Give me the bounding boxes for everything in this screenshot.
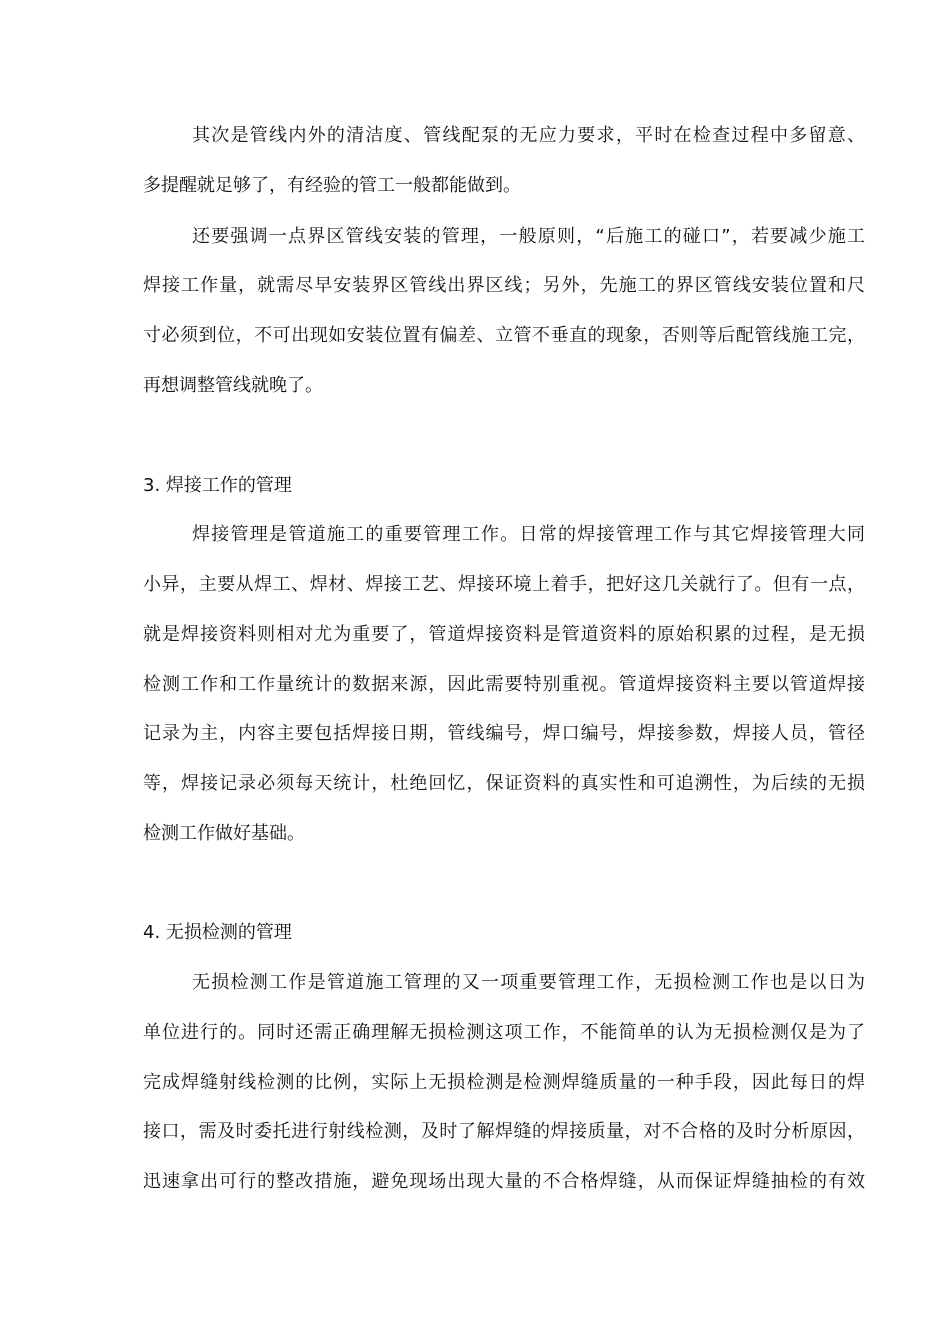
paragraph-line: 迅速拿出可行的整改措施，避免现场出现大量的不合格焊缝，从而保证焊缝抽检的有效 [143, 1171, 865, 1192]
paragraph-line: 寸必须到位，不可出现如安装位置有偏差、立管不垂直的现象，否则等后配管线施工完， [143, 325, 865, 346]
paragraph-line: 再想调整管线就晚了。 [143, 375, 323, 396]
paragraph-line: 多提醒就足够了，有经验的管工一般都能做到。 [143, 175, 521, 196]
paragraph-line: 焊接工作量，就需尽早安装界区管线出界区线；另外，先施工的界区管线安装位置和尺 [143, 275, 865, 296]
paragraph-line: 等，焊接记录必须每天统计，杜绝回忆，保证资料的真实性和可追溯性，为后续的无损 [143, 773, 865, 794]
paragraph-line: 记录为主，内容主要包括焊接日期，管线编号，焊口编号，焊接参数，焊接人员，管径 [143, 723, 865, 744]
section-heading: 4. 无损检测的管理 [143, 922, 292, 943]
paragraph-line: 单位进行的。同时还需正确理解无损检测这项工作，不能简单的认为无损检测仅是为了 [143, 1022, 865, 1043]
paragraph-line: 无损检测工作是管道施工管理的又一项重要管理工作，无损检测工作也是以日为 [192, 972, 865, 993]
paragraph-line: 还要强调一点界区管线安装的管理，一般原则，“后施工的碰口”，若要减少施工 [192, 226, 865, 247]
paragraph-line: 接口，需及时委托进行射线检测，及时了解焊缝的焊接质量，对不合格的及时分析原因， [143, 1121, 865, 1142]
section-heading: 3. 焊接工作的管理 [143, 475, 292, 496]
paragraph-line: 小异，主要从焊工、焊材、焊接工艺、焊接环境上着手，把好这几关就行了。但有一点， [143, 574, 865, 595]
paragraph-line: 检测工作和工作量统计的数据来源，因此需要特别重视。管道焊接资料主要以管道焊接 [143, 674, 865, 695]
paragraph-line: 就是焊接资料则相对尤为重要了，管道焊接资料是管道资料的原始积累的过程，是无损 [143, 624, 865, 645]
paragraph-line: 焊接管理是管道施工的重要管理工作。日常的焊接管理工作与其它焊接管理大同 [192, 524, 865, 545]
paragraph-line: 完成焊缝射线检测的比例，实际上无损检测是检测焊缝质量的一种手段，因此每日的焊 [143, 1072, 865, 1093]
paragraph-line: 其次是管线内外的清洁度、管线配泵的无应力要求，平时在检查过程中多留意、 [192, 125, 865, 146]
paragraph-line: 检测工作做好基础。 [143, 823, 305, 844]
